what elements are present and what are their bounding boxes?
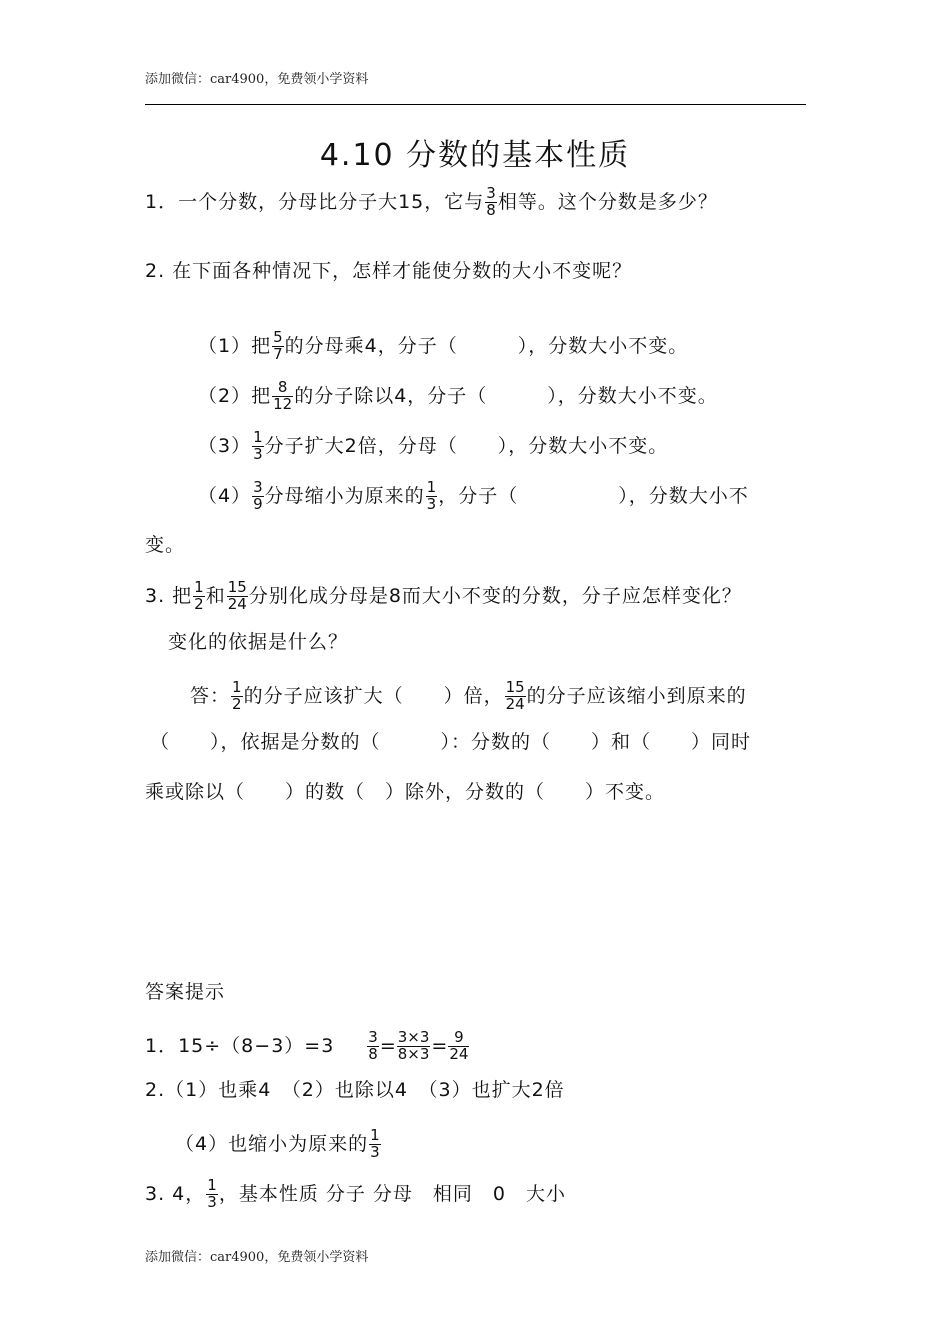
question-2-item-1: （1）把 $\frac{5}{7}$ 的分母乘4，分子（ ），分数大小不变。 [198, 328, 689, 363]
fraction: $\frac{15}{24}$ [505, 678, 525, 713]
question-2: 2. 在下面各种情况下，怎样才能使分数的大小不变呢？ [145, 260, 633, 282]
fraction: $\frac{1}{3}$ [253, 428, 263, 463]
page-header: 添加微信：car4900，免费领小学资料 [145, 72, 369, 87]
question-2-item-2: （2）把 $\frac{8}{12}$ 的分子除以4，分子（ ），分数大小不变。 [198, 378, 718, 413]
fraction: $\frac{1}{3}$ [426, 478, 437, 513]
answer-2-cont: （4）也缩小为原来的 $\frac{1}{3}$ [175, 1126, 380, 1161]
page-footer: 添加微信：car4900，免费领小学资料 [145, 1250, 369, 1265]
fraction: $\frac{15}{24}$ [227, 578, 247, 613]
question-3-line-4: （ ），依据是分数的（ ）：分数的（ ）和（ ）同时 [150, 731, 752, 753]
header-rule [145, 104, 806, 105]
question-3-line-2: 变化的依据是什么？ [168, 631, 349, 653]
fraction: $\frac{9}{24}$ [449, 1028, 469, 1063]
fraction: $\frac{1}{2}$ [194, 578, 204, 613]
question-3-line-5: 乘或除以（ ）的数（ ）除外，分数的（ ）不变。 [145, 781, 666, 803]
page-title: 4.10 分数的基本性质 [319, 138, 631, 173]
question-3-answer: 答： $\frac{1}{2}$ 的分子应该扩大（ ）倍， $\frac{15}{24}$ 的分子应该缩小到原来的 [190, 678, 747, 713]
question-3: 3. 把 $\frac{1}{2}$ 和 $\frac{15}{24}$ 分别化成分母是8而大小不变的分数，分子应怎样变化？ [145, 578, 742, 613]
answer-2: 2.（1）也乘4 （2）也除以4 （3）也扩大2倍 [145, 1079, 565, 1101]
fraction: $\frac{1}{2}$ [232, 678, 242, 713]
question-2-item-3: （3） $\frac{1}{3}$ 分子扩大2倍，分母（ ），分数大小不变。 [198, 428, 669, 463]
fraction: $\frac{8}{12}$ [273, 378, 293, 413]
fraction: $\frac{1}{3}$ [207, 1176, 217, 1211]
question-2-item-4-cont: 变。 [145, 534, 186, 556]
fraction: $\frac{3\times 3}{8\times 3}$ [397, 1028, 430, 1063]
fraction: $\frac{3}{8}$ [368, 1028, 378, 1063]
fraction: $\frac{3}{8}$ [486, 184, 496, 219]
answer-3: 3. 4， $\frac{1}{3}$ ，基本性质 分子 分母 相同 0 大小 [145, 1176, 566, 1211]
fraction: $\frac{1}{3}$ [370, 1126, 380, 1161]
fraction: $\frac{3}{9}$ [253, 478, 263, 513]
fraction: $\frac{5}{7}$ [273, 328, 283, 363]
question-1: 1．一个分数，分母比分子大15，它与 $\frac{3}{8}$ 相等。这个分数是多少？ [145, 184, 718, 219]
answer-1: 1．15÷（8−3）=3 $\frac{3}{8}$ = $\frac{3\times 3}{8\times 3}$ = $\frac{9}{24}$ [145, 1028, 469, 1063]
answers-heading: 答案提示 [145, 981, 226, 1003]
question-2-item-4: （4） $\frac{3}{9}$ 分母缩小为原来的 $\frac{1}{3}$ ，分子（ ），分数大小不 [198, 478, 749, 513]
